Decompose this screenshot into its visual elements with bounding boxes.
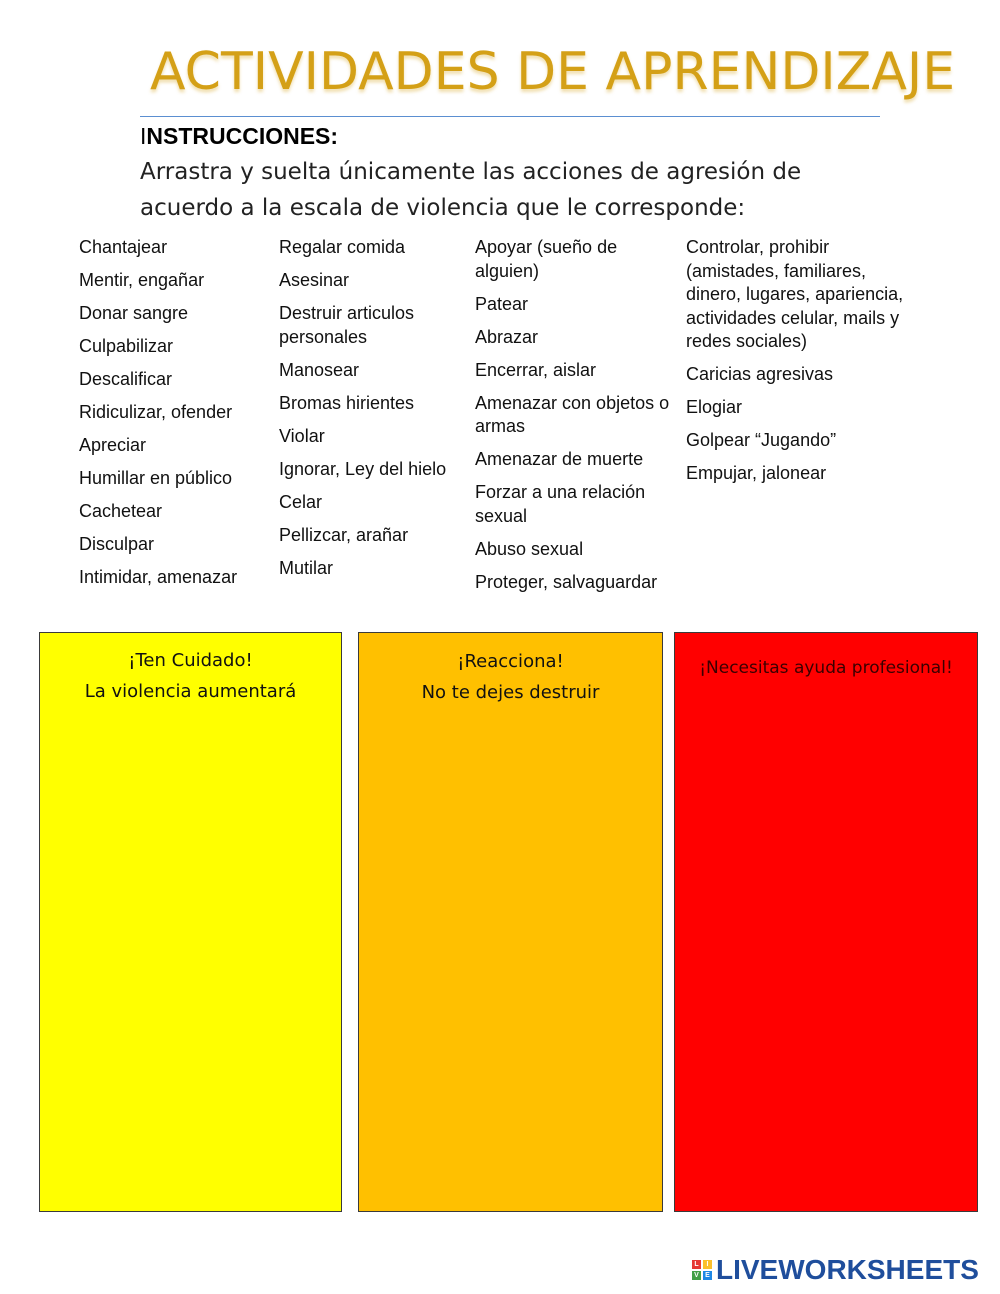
draggable-word[interactable]: Ignorar, Ley del hielo	[279, 458, 447, 479]
draggable-word[interactable]: Violar	[279, 425, 325, 446]
draggable-word[interactable]: Humillar en público	[79, 468, 233, 488]
instructions-heading-rest: NSTRUCCIONES:	[146, 123, 339, 149]
drop-zone-orange-title: ¡Reacciona!	[457, 651, 564, 672]
draggable-word[interactable]: Elogiar	[686, 397, 743, 417]
drop-zone-yellow[interactable]	[39, 632, 342, 1212]
draggable-word[interactable]: Destruir articulos personales	[279, 303, 415, 347]
draggable-word[interactable]: Encerrar, aislar	[475, 359, 597, 380]
liveworksheets-brand: LIVEWORKSHEETS	[716, 1254, 979, 1285]
instructions-line-1: Arrastra y suelta únicamente las acciones de agresión de	[140, 159, 802, 185]
draggable-word[interactable]: Abrazar	[475, 326, 539, 347]
draggable-word[interactable]: Caricias agresivas	[686, 364, 834, 384]
title-divider	[140, 116, 880, 117]
draggable-word[interactable]: Abuso sexual	[475, 538, 584, 559]
page-title: ACTIVIDADES DE APRENDIZAJE	[150, 42, 956, 102]
draggable-word[interactable]: Controlar, prohibir (amistades, familiares, dinero, lugares, apariencia, actividades celular, mails y redes sociales)	[686, 237, 904, 351]
draggable-word[interactable]: Forzar a una relación sexual	[475, 482, 646, 526]
draggable-word[interactable]: Ridiculizar, ofender	[79, 402, 233, 422]
logo-letter: V	[692, 1271, 701, 1280]
instructions-text	[140, 154, 840, 226]
draggable-word[interactable]: Amenazar de muerte	[475, 449, 644, 469]
instructions-heading-initial: I	[140, 123, 147, 149]
draggable-word[interactable]: Chantajear	[79, 237, 168, 257]
instructions-heading	[140, 122, 338, 150]
word-bank-column-3	[475, 236, 683, 604]
draggable-word[interactable]: Descalificar	[79, 369, 173, 389]
draggable-word[interactable]: Mutilar	[279, 557, 334, 578]
logo-letter: L	[692, 1260, 701, 1269]
draggable-word[interactable]: Asesinar	[279, 270, 350, 290]
draggable-word[interactable]: Apoyar (sueño de alguien)	[475, 237, 618, 281]
draggable-word[interactable]: Golpear “Jugando”	[686, 430, 837, 450]
draggable-word[interactable]: Empujar, jalonear	[686, 463, 827, 483]
logo-letter: I	[703, 1260, 712, 1269]
draggable-word[interactable]: Donar sangre	[79, 303, 189, 323]
draggable-word[interactable]: Patear	[475, 293, 529, 314]
logo-letter: E	[703, 1271, 712, 1280]
draggable-word[interactable]: Pellizcar, arañar	[279, 524, 409, 545]
drop-zone-orange[interactable]	[358, 632, 663, 1212]
draggable-word[interactable]: Bromas hirientes	[279, 392, 415, 413]
draggable-word[interactable]: Disculpar	[79, 534, 155, 554]
draggable-word[interactable]: Proteger, salvaguardar	[475, 571, 658, 592]
draggable-word[interactable]: Amenazar con objetos o armas	[475, 392, 670, 436]
draggable-word[interactable]: Intimidar, amenazar	[79, 567, 238, 587]
draggable-word[interactable]: Cachetear	[79, 501, 163, 521]
draggable-word[interactable]: Apreciar	[79, 435, 147, 455]
word-bank-column-2	[279, 236, 471, 590]
drop-zone-red-title: ¡Necesitas ayuda profesional!	[699, 658, 953, 678]
liveworksheets-logo-icon	[692, 1260, 712, 1280]
drop-zone-yellow-title: ¡Ten Cuidado!	[128, 650, 253, 671]
word-bank-column-1	[79, 236, 274, 599]
draggable-word[interactable]: Manosear	[279, 359, 360, 380]
liveworksheets-logo	[692, 1255, 979, 1285]
drop-zone-yellow-subtitle: La violencia aumentará	[84, 681, 297, 702]
instructions-line-2: acuerdo a la escala de violencia que le corresponde:	[140, 195, 746, 221]
draggable-word[interactable]: Regalar comida	[279, 237, 406, 257]
draggable-word[interactable]: Culpabilizar	[79, 336, 174, 356]
draggable-word[interactable]: Celar	[279, 491, 323, 512]
draggable-word[interactable]: Mentir, engañar	[79, 270, 205, 290]
word-bank-column-4	[686, 236, 906, 495]
drop-zone-red[interactable]	[674, 632, 978, 1212]
drop-zone-orange-subtitle: No te dejes destruir	[421, 682, 600, 703]
